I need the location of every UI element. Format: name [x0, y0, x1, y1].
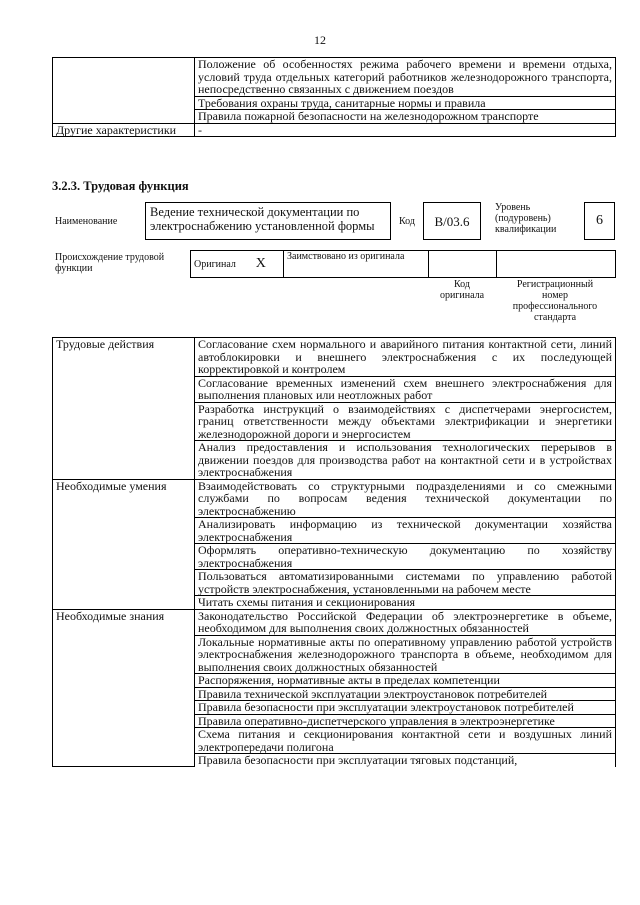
- level-label: Уровень (подуровень) квалификации: [495, 202, 557, 235]
- table-row: Анализ предоставления и использования технологических перерывов в движении поездов для производства работ на контактной сети и в устройствах электроснабжения: [195, 441, 616, 480]
- table-row: Законодательство Российской Федерации об электроэнергетике в объеме, необходимом для выполнения своих должностных обязанностей: [195, 609, 616, 635]
- table-row: Правила технической эксплуатации электроустановок потребителей: [195, 687, 616, 701]
- table-row: Анализировать информацию из технической документации хозяйства электроснабжения: [195, 518, 616, 544]
- function-name-value: Ведение технической документации по электроснабжению установленной формы: [150, 205, 375, 233]
- table-row: Локальные нормативные акты по оперативному управлению работой устройств электроснабжения железнодорожного транспорта в объеме, необходимом для выполнения своих должностных обязанностей: [195, 635, 616, 674]
- table-row: Правила безопасности при эксплуатации электроустановок потребителей: [195, 701, 616, 715]
- level-value: 6: [596, 213, 603, 228]
- function-name-box: [145, 202, 391, 240]
- code-label: Код: [399, 216, 415, 227]
- borrowed-label: Заимствовано из оригинала: [284, 251, 429, 278]
- table-row: Читать схемы питания и секционирования: [195, 596, 616, 610]
- section-label-skills: Необходимые умения: [53, 479, 195, 609]
- code-value: B/03.6: [434, 214, 470, 229]
- main-table: [52, 337, 616, 767]
- section-heading: 3.2.3. Трудовая функция: [52, 179, 189, 193]
- top-item: Положение об особенностях режима рабочего времени и времени отдыха, условий труда отдельных категорий работников железнодорожного транспорта, непосредственно связанных с движением поездов: [195, 58, 616, 97]
- origin-reg-caption: Регистрационный номер профессионального стандарта: [512, 279, 598, 323]
- table-row: Схема питания и секционирования контактной сети и воздушных линий электропередачи полигона: [195, 728, 616, 754]
- table-row: Согласование схем нормального и аварийного питания контактной сети, линий автоблокировки и внешнего электроснабжения с их последующей корректировкой и контролем: [195, 338, 616, 377]
- top-item: Правила пожарной безопасности на железнодорожном транспорте: [195, 110, 616, 124]
- page-number: 12: [314, 33, 326, 47]
- origin-code-cell: [429, 251, 497, 278]
- table-row: Распоряжения, нормативные акты в пределах компетенции: [195, 674, 616, 688]
- other-characteristics-label: Другие характеристики: [53, 123, 195, 137]
- table-row: Взаимодействовать со структурными подразделениями и со смежными службами по вопросам ведения технической документации по электроснабжению: [195, 479, 616, 518]
- top-item: Требования охраны труда, санитарные нормы и правила: [195, 96, 616, 110]
- table-row: Правила безопасности при эксплуатации тяговых подстанций,: [195, 754, 616, 767]
- table-row: Правила оперативно-диспетчерского управления в электроэнергетике: [195, 714, 616, 728]
- table-row: Оформлять оперативно-техническую документацию по хозяйству электроснабжения: [195, 544, 616, 570]
- table-row: Разработка инструкций о взаимодействиях с диспетчерами энергосистем, границ ответственности между объектами электрификации и энергетики железнодорожной дороги и энергосистем: [195, 402, 616, 441]
- original-label: Оригинал: [191, 251, 239, 278]
- table-row: Согласование временных изменений схем внешнего электроснабжения для выполнения плановых или неотложных работ: [195, 376, 616, 402]
- original-mark: X: [239, 251, 284, 278]
- top-table: [52, 57, 616, 137]
- name-label: Наименование: [55, 216, 118, 227]
- table-row: Пользоваться автоматизированными системами по управлению работой устройств электроснабжения, установленными на рабочем месте: [195, 570, 616, 596]
- origin-reg-cell: [497, 251, 616, 278]
- section-label-actions: Трудовые действия: [53, 338, 195, 480]
- origin-table: [190, 250, 616, 278]
- origin-code-caption: Код оригинала: [439, 279, 485, 301]
- level-box: [584, 202, 615, 240]
- code-box: [423, 202, 481, 240]
- origin-label: Происхождение трудовой функции: [55, 252, 165, 274]
- other-characteristics-value: -: [195, 123, 616, 137]
- top-row-label: [53, 58, 195, 124]
- section-label-knowledge: Необходимые знания: [53, 609, 195, 767]
